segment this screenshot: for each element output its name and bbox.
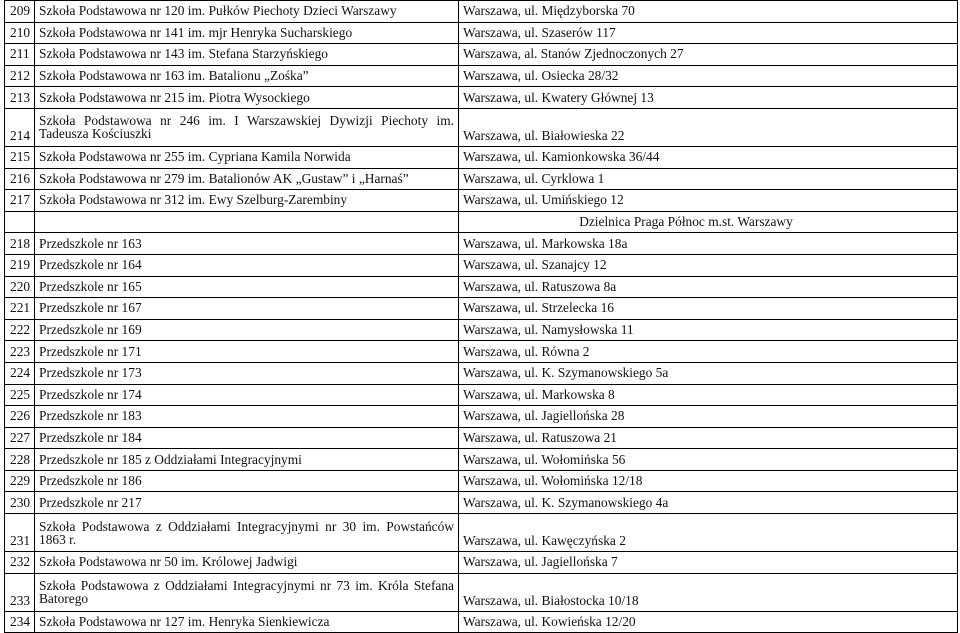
row-number: 222 (5, 319, 35, 341)
institution-address: Warszawa, ul. Ratuszowa 8a (459, 276, 958, 298)
table-row (5, 233, 958, 255)
row-number: 231 (5, 514, 35, 552)
institution-address: Warszawa, ul. Jagiellońska 28 (459, 406, 958, 428)
institution-address: Warszawa, ul. Namysłowska 11 (459, 319, 958, 341)
institution-name: Szkoła Podstawowa nr 255 im. Cypriana Kamila Norwida (35, 146, 459, 168)
row-number: 234 (5, 611, 35, 633)
table-row (5, 611, 958, 633)
institution-name: Szkoła Podstawowa nr 141 im. mjr Henryka Sucharskiego (35, 22, 459, 44)
institution-address: Warszawa, al. Stanów Zjednoczonych 27 (459, 44, 958, 66)
row-number: 209 (5, 1, 35, 23)
table-row (5, 470, 958, 492)
institution-address: Warszawa, ul. Szanajcy 12 (459, 254, 958, 276)
section-header-body (5, 211, 958, 233)
institution-address: Warszawa, ul. Kawęczyńska 2 (459, 514, 958, 552)
institution-name: Szkoła Podstawowa nr 120 im. Pułków Piechoty Dzieci Warszawy (35, 1, 459, 23)
table-row (5, 146, 958, 168)
table-row (5, 552, 958, 574)
institution-address: Warszawa, ul. Kwatery Głównej 13 (459, 87, 958, 109)
section-header-row (5, 211, 958, 233)
row-number: 224 (5, 362, 35, 384)
row-number: 211 (5, 44, 35, 66)
row-number: 232 (5, 552, 35, 574)
institution-name: Przedszkole nr 163 (35, 233, 459, 255)
institution-name: Przedszkole nr 185 z Oddziałami Integracyjnymi (35, 449, 459, 471)
institution-address: Warszawa, ul. Szaserów 117 (459, 22, 958, 44)
row-number: 210 (5, 22, 35, 44)
institution-name: Szkoła Podstawowa nr 312 im. Ewy Szelburg-Zarembiny (35, 190, 459, 212)
institution-address: Warszawa, ul. Kamionkowska 36/44 (459, 146, 958, 168)
institution-address: Warszawa, ul. Umińskiego 12 (459, 190, 958, 212)
institution-address: Warszawa, ul. Strzelecka 16 (459, 298, 958, 320)
table-row (5, 573, 958, 611)
institution-address: Warszawa, ul. Równa 2 (459, 341, 958, 363)
institution-name: Szkoła Podstawowa nr 127 im. Henryka Sienkiewicza (35, 611, 459, 633)
institution-name: Szkoła Podstawowa z Oddziałami Integracyjnymi nr 73 im. Króla Stefana Batorego (35, 573, 459, 611)
row-number: 230 (5, 492, 35, 514)
institution-address: Warszawa, ul. Markowska 8 (459, 384, 958, 406)
table-row (5, 514, 958, 552)
institution-name: Przedszkole nr 186 (35, 470, 459, 492)
section-spacer-no (5, 211, 35, 233)
institution-name: Przedszkole nr 217 (35, 492, 459, 514)
institution-address: Warszawa, ul. Ratuszowa 21 (459, 427, 958, 449)
table-body-top (5, 1, 958, 212)
institution-name: Przedszkole nr 171 (35, 341, 459, 363)
table-row (5, 87, 958, 109)
institution-address: Warszawa, ul. K. Szymanowskiego 4a (459, 492, 958, 514)
institution-name: Szkoła Podstawowa nr 246 im. I Warszawskiej Dywizji Piechoty im. Tadeusza Kościuszki (35, 108, 459, 146)
institution-name: Przedszkole nr 174 (35, 384, 459, 406)
institution-name: Szkoła Podstawowa nr 215 im. Piotra Wysockiego (35, 87, 459, 109)
institution-address: Warszawa, ul. Osiecka 28/32 (459, 65, 958, 87)
institution-name: Szkoła Podstawowa z Oddziałami Integracyjnymi nr 30 im. Powstańców 1863 r. (35, 514, 459, 552)
institution-name: Przedszkole nr 167 (35, 298, 459, 320)
row-number: 226 (5, 406, 35, 428)
schools-table (4, 0, 958, 633)
row-number: 233 (5, 573, 35, 611)
row-number: 216 (5, 168, 35, 190)
row-number: 214 (5, 108, 35, 146)
institution-name: Szkoła Podstawowa nr 50 im. Królowej Jadwigi (35, 552, 459, 574)
institution-name: Przedszkole nr 173 (35, 362, 459, 384)
institution-address: Warszawa, ul. Cyrklowa 1 (459, 168, 958, 190)
row-number: 213 (5, 87, 35, 109)
institution-address: Warszawa, ul. Białowieska 22 (459, 108, 958, 146)
section-header-cell (459, 211, 958, 233)
institution-name: Przedszkole nr 164 (35, 254, 459, 276)
institution-address: Warszawa, ul. Wołomińska 56 (459, 449, 958, 471)
table-row (5, 1, 958, 23)
institution-name: Przedszkole nr 169 (35, 319, 459, 341)
section-title: Dzielnica Praga Północ m.st. Warszawy (579, 214, 793, 230)
table-row (5, 341, 958, 363)
row-number: 225 (5, 384, 35, 406)
table-row (5, 254, 958, 276)
table-row (5, 44, 958, 66)
table-row (5, 406, 958, 428)
table-row (5, 298, 958, 320)
row-number: 212 (5, 65, 35, 87)
row-number: 221 (5, 298, 35, 320)
institution-address: Warszawa, ul. Kowieńska 12/20 (459, 611, 958, 633)
row-number: 227 (5, 427, 35, 449)
row-number: 220 (5, 276, 35, 298)
row-number: 217 (5, 190, 35, 212)
institution-name: Przedszkole nr 183 (35, 406, 459, 428)
table-row (5, 492, 958, 514)
table-row (5, 427, 958, 449)
table-row (5, 449, 958, 471)
institution-name: Przedszkole nr 165 (35, 276, 459, 298)
table-row (5, 22, 958, 44)
row-number: 228 (5, 449, 35, 471)
institution-name: Przedszkole nr 184 (35, 427, 459, 449)
institution-name: Szkoła Podstawowa nr 143 im. Stefana Starzyńskiego (35, 44, 459, 66)
row-number: 215 (5, 146, 35, 168)
institution-address: Warszawa, ul. Wołomińska 12/18 (459, 470, 958, 492)
table-row (5, 276, 958, 298)
row-number: 219 (5, 254, 35, 276)
institution-name: Szkoła Podstawowa nr 279 im. Batalionów AK „Gustaw” i „Harnaś” (35, 168, 459, 190)
row-number: 218 (5, 233, 35, 255)
institution-address: Warszawa, ul. Markowska 18a (459, 233, 958, 255)
table-row (5, 362, 958, 384)
row-number: 229 (5, 470, 35, 492)
section-spacer-name (35, 211, 459, 233)
table-row (5, 190, 958, 212)
institution-address: Warszawa, ul. Jagiellońska 7 (459, 552, 958, 574)
institution-address: Warszawa, ul. Białostocka 10/18 (459, 573, 958, 611)
institution-name: Szkoła Podstawowa nr 163 im. Batalionu „Zośka” (35, 65, 459, 87)
table-row (5, 108, 958, 146)
institution-address: Warszawa, ul. K. Szymanowskiego 5a (459, 362, 958, 384)
table-row (5, 319, 958, 341)
table-row (5, 168, 958, 190)
table-row (5, 65, 958, 87)
institution-address: Warszawa, ul. Międzyborska 70 (459, 1, 958, 23)
row-number: 223 (5, 341, 35, 363)
table-row (5, 384, 958, 406)
table-body-bottom (5, 233, 958, 633)
